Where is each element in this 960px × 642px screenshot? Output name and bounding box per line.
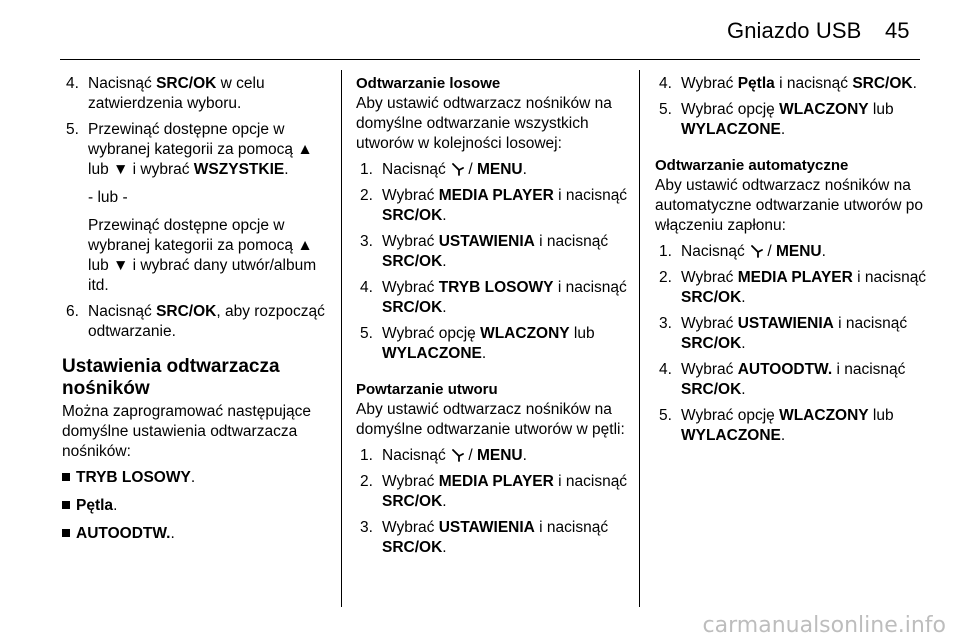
bullet-item: TRYB LOSOWY. (62, 468, 330, 488)
column-divider-1 (341, 70, 342, 607)
column-1 (62, 74, 330, 552)
return-arrow-icon (450, 162, 464, 176)
square-bullet-icon (62, 473, 70, 481)
page-number: 45 (885, 18, 910, 43)
page-header (0, 0, 960, 60)
step-5: 5. Przewinąć dostępne opcje w wybranej kategorii za pomocą ▲ lub ▼ i wybrać WSZYSTKIE. - lub - Przewinąć dostępne opcje w wybranej kategorii za pomocą ▲ lub ▼ i wybrać dany utwór/album itd. (62, 120, 330, 296)
step-4: 4. Wybrać TRYB LOSOWY i nacisnąć SRC/OK. (360, 279, 627, 316)
column-3 (655, 74, 927, 452)
column-divider-2 (639, 70, 640, 607)
step-2: 2. Wybrać MEDIA PLAYER i nacisnąć SRC/OK. (360, 473, 628, 510)
step-4: 4. Wybrać AUTOODTW. i nacisnąć SRC/OK. (659, 361, 906, 398)
return-arrow-icon (450, 448, 464, 462)
subsection-intro: Aby ustawić odtwarzacz nośników na automatyczne odtwarzanie utworów po włączeniu zapłonu: (655, 177, 923, 234)
bullet-item: AUTOODTW.. (62, 524, 330, 544)
subsection-title: Odtwarzanie automatyczne (655, 157, 849, 174)
square-bullet-icon (62, 529, 70, 537)
header-divider (60, 59, 920, 60)
step-5: 5. Wybrać opcję WLACZONY lub WYLACZONE. (659, 407, 894, 444)
column-2 (356, 74, 628, 564)
step-5-alt: Przewinąć dostępne opcje w wybranej kategorii za pomocą ▲ lub ▼ i wybrać dany utwór/album itd. (88, 217, 317, 294)
step-1: 1. Nacisnąć / MENU. (360, 447, 527, 464)
watermark: carmanualsonline.info (702, 613, 946, 638)
subsection-title: Odtwarzanie losowe (356, 75, 501, 92)
step-3: 3. Wybrać USTAWIENIA i nacisnąć SRC/OK. (659, 315, 908, 352)
bullet-item: Pętla. (62, 496, 330, 516)
step-5: 5. Wybrać opcję WLACZONY lub WYLACZONE. (659, 101, 894, 138)
step-1: 1. Nacisnąć / MENU. (360, 161, 527, 178)
square-bullet-icon (62, 501, 70, 509)
section-heading: Ustawienia odtwarzacza nośników (62, 356, 280, 399)
step-3: 3. Wybrać USTAWIENIA i nacisnąć SRC/OK. (360, 233, 609, 270)
return-arrow-icon (749, 244, 763, 258)
step-5: 5. Wybrać opcję WLACZONY lub WYLACZONE. (360, 325, 595, 362)
section-intro: Można zaprogramować następujące domyślne ustawienia odtwarzacza nośników: (62, 403, 311, 460)
subsection-intro: Aby ustawić odtwarzacz nośników na domyślne odtwarzanie wszystkich utworów w kolejności losowej: (356, 95, 612, 152)
step-1: 1. Nacisnąć / MENU. (659, 243, 826, 260)
step-4: 4. Wybrać Pętla i nacisnąć SRC/OK. (659, 75, 917, 92)
page-title: Gniazdo USB (727, 18, 862, 43)
step-4: 4. Nacisnąć SRC/OK w celu zatwierdzenia wyboru. (66, 75, 265, 112)
or-separator: - lub - (88, 189, 128, 206)
subsection-title: Powtarzanie utworu (356, 381, 498, 398)
step-2: 2. Wybrać MEDIA PLAYER i nacisnąć SRC/OK. (360, 187, 628, 224)
step-2: 2. Wybrać MEDIA PLAYER i nacisnąć SRC/OK. (659, 269, 927, 306)
step-3: 3. Wybrać USTAWIENIA i nacisnąć SRC/OK. (360, 519, 609, 556)
subsection-intro: Aby ustawić odtwarzacz nośników na domyślne odtwarzanie utworów w pętli: (356, 401, 625, 438)
step-6: 6. Nacisnąć SRC/OK, aby rozpocząć odtwarzanie. (66, 303, 325, 340)
